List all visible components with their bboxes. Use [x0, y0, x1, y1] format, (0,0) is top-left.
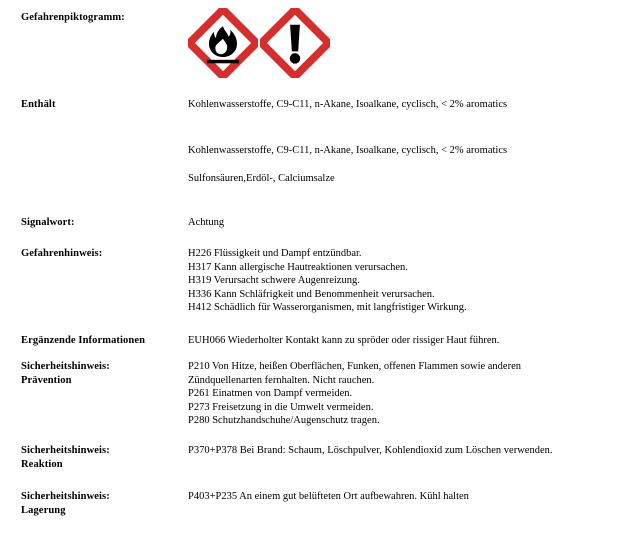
precautionary-statement-p273: P273 Freisetzung in die Umwelt vermeiden. [188, 401, 374, 413]
surface-bar-glyph [207, 60, 239, 64]
precautionary-statement-p210-line1: P210 Von Hitze, heißen Oberflächen, Funken, offenen Flammen sowie anderen [188, 361, 522, 372]
hazard-statement-h412: H412 Schädlich für Wasserorganismen, mit langfristiger Wirkung. [188, 302, 467, 313]
label-ergaenzende-informationen [21, 334, 191, 348]
label-gefahrenhinweis [21, 247, 181, 261]
label-line: Signalwort: [21, 217, 75, 228]
label-signalwort [21, 216, 181, 230]
label-enthaelt [21, 98, 181, 112]
value-enthaelt-continued-1 [188, 144, 608, 158]
hazard-statement-h317: H317 Kann allergische Hautreaktionen verursachen. [188, 261, 408, 273]
hazard-statement-h226: H226 Flüssigkeit und Dampf entzündbar. [188, 248, 362, 259]
pictogram-group [186, 6, 336, 86]
label-line: Enthält [21, 99, 56, 110]
precautionary-statement-p280: P280 Schutzhandschuhe/Augenschutz tragen. [188, 415, 380, 426]
label-line: Sicherheitshinweis: [21, 491, 110, 502]
precautionary-statement-p261: P261 Einatmen von Dampf vermeiden. [188, 388, 353, 399]
exclamation-mark-pictogram [260, 8, 330, 78]
label-sicherheitshinweis-praevention [21, 360, 181, 387]
euh-statement-euh066: EUH066 Wiederholter Kontakt kann zu spröder oder rissiger Haut führen. [188, 335, 500, 346]
precautionary-statement-p210-line2: Zündquellenarten fernhalten. Nicht rauchen. [188, 374, 375, 386]
value-line: Kohlenwasserstoffe, C9-C11, n-Akane, Isoalkane, cyclisch, < 2% aromatics [188, 99, 508, 110]
label-line: Prävention [21, 374, 72, 386]
label-line: Gefahrenpiktogramm: [21, 12, 125, 23]
flame-pictogram [188, 8, 258, 78]
value-enthaelt-continued-2 [188, 172, 608, 186]
value-ergaenzende-informationen [188, 334, 608, 348]
value-signalwort [188, 216, 608, 230]
label-gefahrenpiktogramm [21, 11, 181, 25]
label-line: Ergänzende Informationen [21, 335, 146, 346]
value-line: Kohlenwasserstoffe, C9-C11, n-Akane, Isoalkane, cyclisch, < 2% aromatics [188, 145, 508, 156]
label-line: Lagerung [21, 504, 66, 516]
value-sicherheitshinweis-reaktion [188, 444, 616, 458]
precautionary-statement-p370-p378: P370+P378 Bei Brand: Schaum, Löschpulver, Kohlendioxid zum Löschen verwenden. [188, 445, 553, 456]
value-sicherheitshinweis-praevention [188, 360, 613, 428]
value-enthaelt [188, 98, 608, 112]
hazard-statement-h319: H319 Verursacht schwere Augenreizung. [188, 275, 360, 286]
label-sicherheitshinweis-lagerung [21, 490, 181, 517]
label-line: Reaktion [21, 458, 63, 470]
value-line: Sulfonsäuren,Erdöl-, Calciumsalze [188, 173, 335, 184]
hazard-statement-h336: H336 Kann Schläfrigkeit und Benommenheit verursachen. [188, 288, 435, 300]
precautionary-statement-p403-p235: P403+P235 An einem gut belüfteten Ort aufbewahren. Kühl halten [188, 491, 469, 502]
value-line: Achtung [188, 217, 225, 228]
value-sicherheitshinweis-lagerung [188, 490, 608, 504]
label-line: Sicherheitshinweis: [21, 445, 110, 456]
value-gefahrenhinweis [188, 247, 608, 315]
label-line: Sicherheitshinweis: [21, 361, 110, 372]
label-line: Gefahrenhinweis: [21, 248, 103, 259]
label-sicherheitshinweis-reaktion [21, 444, 181, 471]
